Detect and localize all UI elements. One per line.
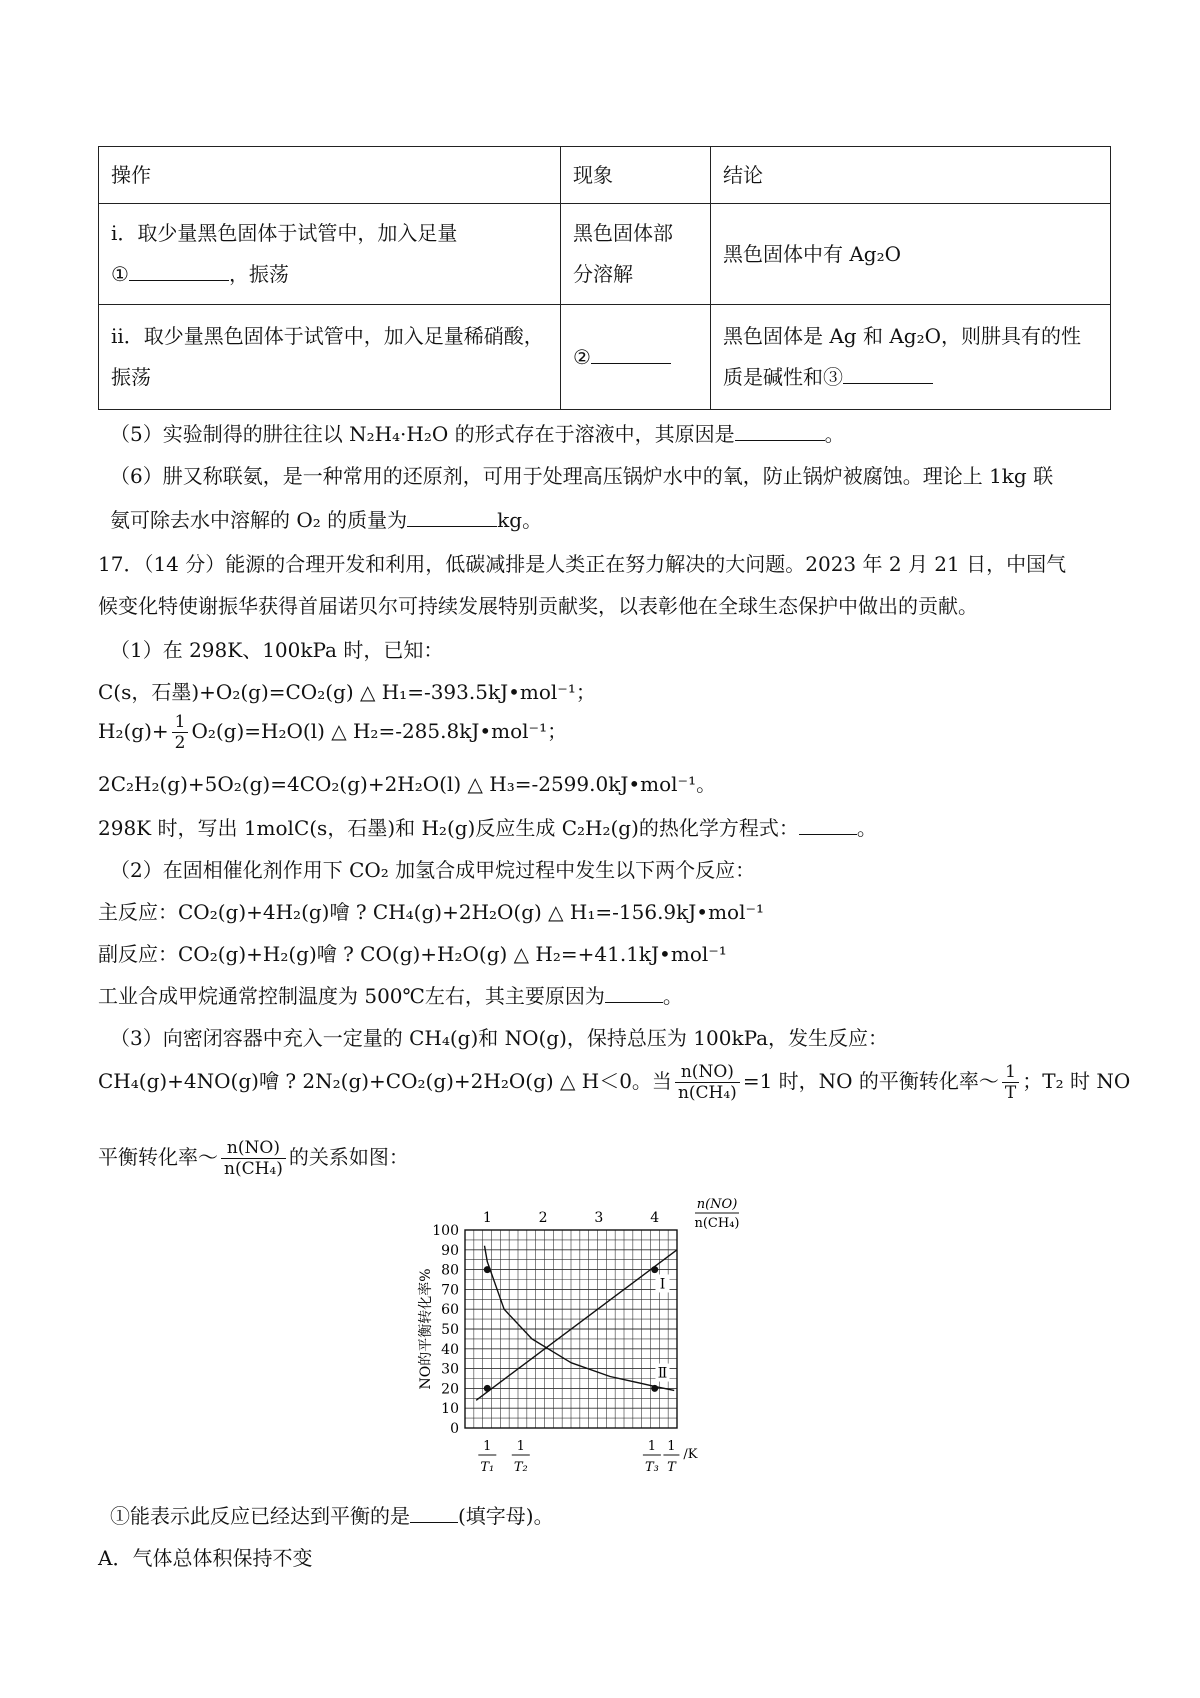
- answer-blank-part1[interactable]: [799, 816, 857, 835]
- row2-conclusion: 黑色固体是 Ag 和 Ag₂O，则肼具有的性 质是碱性和③: [711, 305, 1111, 410]
- part2-question: 工业合成甲烷通常控制温度为 500℃左右，其主要原因为 。: [98, 984, 683, 1008]
- experiment-table: [98, 146, 1111, 410]
- y-tick-label: 20: [441, 1381, 459, 1398]
- y-tick-label: 0: [450, 1421, 459, 1437]
- table-row: [99, 204, 1111, 305]
- part1-intro: （1）在 298K、100kPa 时，已知：: [110, 638, 444, 662]
- series-II-point: [484, 1266, 491, 1273]
- question-17-line1: 17．（14 分）能源的合理开发和利用，低碳减排是人类正在努力解决的大问题。2023 年 2 月 21 日，中国气: [98, 552, 1067, 576]
- row1-op-line1: ⅰ．取少量黑色固体于试管中，加入足量: [111, 221, 458, 245]
- row1-operation: [99, 204, 561, 305]
- row1-op-line2: ① ，振荡: [111, 262, 289, 286]
- answer-blank-1[interactable]: [129, 262, 229, 281]
- answer-blank-q6[interactable]: [407, 508, 497, 527]
- question-after-chart: ①能表示此反应已经达到平衡的是 (填字母)。: [110, 1504, 554, 1528]
- y-tick-label: 10: [441, 1401, 459, 1418]
- bottom-tick-den: T₂: [513, 1460, 528, 1475]
- main-reaction: 主反应：CO₂(g)+4H₂(g)噲 ? CH₄(g)+2H₂O(g) △ H₁=-156.9kJ•mol⁻¹: [98, 900, 765, 924]
- option-a[interactable]: A．气体总体积保持不变: [98, 1546, 313, 1570]
- answer-blank-q5[interactable]: [735, 422, 825, 441]
- top-tick-label: 1: [482, 1210, 492, 1226]
- y-axis-label: NO的平衡转化率%: [418, 1268, 434, 1390]
- table-row: [99, 305, 1111, 410]
- row1-phenomenon: 黑色固体部 分溶解: [561, 204, 711, 305]
- side-reaction: 副反应：CO₂(g)+H₂(g)噲 ? CO(g)+H₂O(g) △ H₂=+41.1kJ•mol⁻¹: [98, 942, 727, 966]
- y-tick-label: 100: [432, 1223, 459, 1239]
- question-17-line2: 候变化特使谢振华获得首届诺贝尔可持续发展特别贡献奖，以表彰他在全球生态保护中做出的贡献。: [98, 594, 978, 618]
- y-tick-label: 60: [441, 1302, 459, 1319]
- bottom-tick-num: 1: [483, 1439, 492, 1454]
- row1-conclusion: 黑色固体中有 Ag₂O: [711, 204, 1111, 305]
- y-tick-label: 90: [441, 1242, 459, 1259]
- top-tick-label: 3: [594, 1210, 604, 1226]
- y-tick-label: 40: [441, 1341, 459, 1358]
- bottom-axis-unit: /K: [683, 1447, 698, 1462]
- bottom-tick-num: 1: [647, 1439, 657, 1454]
- answer-blank-choice[interactable]: [410, 1504, 458, 1523]
- part3-intro: （3）向密闭容器中充入一定量的 CH₄(g)和 NO(g)，保持总压为 100kPa，发生反应：: [110, 1026, 889, 1050]
- bottom-tick-den: T₁: [480, 1460, 495, 1475]
- bottom-axis-label-num: 1: [667, 1439, 676, 1454]
- equation-3: 2C₂H₂(g)+5O₂(g)=4CO₂(g)+2H₂O(l) △ H₃=-2599.0kJ•mol⁻¹。: [98, 772, 717, 796]
- row2-phenomenon: ②: [561, 305, 711, 410]
- question-6-line1: （6）肼又称联氨，是一种常用的还原剂，可用于处理高压锅炉水中的氧，防止锅炉被腐蚀。理论上 1kg 联: [110, 464, 1054, 488]
- series-I-line: [476, 1250, 677, 1400]
- header-operation: 操作: [99, 147, 561, 204]
- answer-blank-3[interactable]: [843, 365, 933, 384]
- y-tick-label: 50: [441, 1322, 459, 1338]
- table-header-row: [99, 147, 1111, 204]
- top-axis-label-num: n(NO): [696, 1197, 738, 1212]
- bottom-tick-num: 1: [516, 1439, 525, 1454]
- bottom-tick-den: T₃: [644, 1460, 659, 1475]
- part1-question: 298K 时，写出 1molC(s，石墨)和 H₂(g)反应生成 C₂H₂(g)的热化学方程式： 。: [98, 816, 877, 840]
- row2-operation: ⅱ．取少量黑色固体于试管中，加入足量稀硝酸， 振荡: [99, 305, 561, 410]
- top-tick-label: 4: [650, 1210, 660, 1226]
- series-I-point: [484, 1385, 491, 1392]
- top-axis-label-den: n(CH₄): [694, 1216, 740, 1231]
- y-tick-label: 30: [441, 1361, 459, 1378]
- y-tick-label: 70: [441, 1282, 459, 1299]
- series-II-point: [651, 1385, 658, 1392]
- equation-2: H₂(g)+ $\frac{1}{2}$ O₂(g)=H₂O(l) △ H₂=-285.8kJ•mol⁻¹；: [98, 712, 568, 753]
- header-conclusion: 结论: [711, 147, 1111, 204]
- part3-reaction: CH₄(g)+4NO(g)噲 ? 2N₂(g)+CO₂(g)+2H₂O(g) △ H＜0。当 $\frac{n(NO)}{\text{n(CH₄)}}$ =1 时，NO 的平衡转化率～ $\frac{1}{T}$ ；T₂ 时 NO: [98, 1062, 1131, 1103]
- header-phenomenon: 现象: [561, 147, 711, 204]
- series-I-point: [651, 1266, 658, 1273]
- series-II-label: Ⅱ: [657, 1365, 668, 1382]
- part2-intro: （2）在固相催化剂作用下 CO₂ 加氢合成甲烷过程中发生以下两个反应：: [110, 858, 756, 882]
- equation-1: C(s，石墨)+O₂(g)=CO₂(g) △ H₁=-393.5kJ•mol⁻¹；: [98, 680, 596, 704]
- series-I-label: Ⅰ: [659, 1276, 666, 1293]
- bottom-axis-label-den: T: [667, 1460, 676, 1475]
- answer-blank-part2[interactable]: [605, 984, 663, 1003]
- question-5: （5）实验制得的肼往往以 N₂H₄·H₂O 的形式存在于溶液中，其原因是 。: [110, 422, 845, 446]
- question-6-line2: 氨可除去水中溶解的 O₂ 的质量为 kg。: [110, 508, 543, 532]
- conversion-chart: [410, 1195, 800, 1490]
- y-tick-label: 80: [441, 1262, 459, 1279]
- part3-line2: 平衡转化率～ $\frac{n(NO)}{\text{n(CH₄)}}$ 的关系如图：: [98, 1138, 409, 1179]
- answer-blank-2[interactable]: [591, 345, 671, 364]
- top-tick-label: 2: [538, 1210, 548, 1226]
